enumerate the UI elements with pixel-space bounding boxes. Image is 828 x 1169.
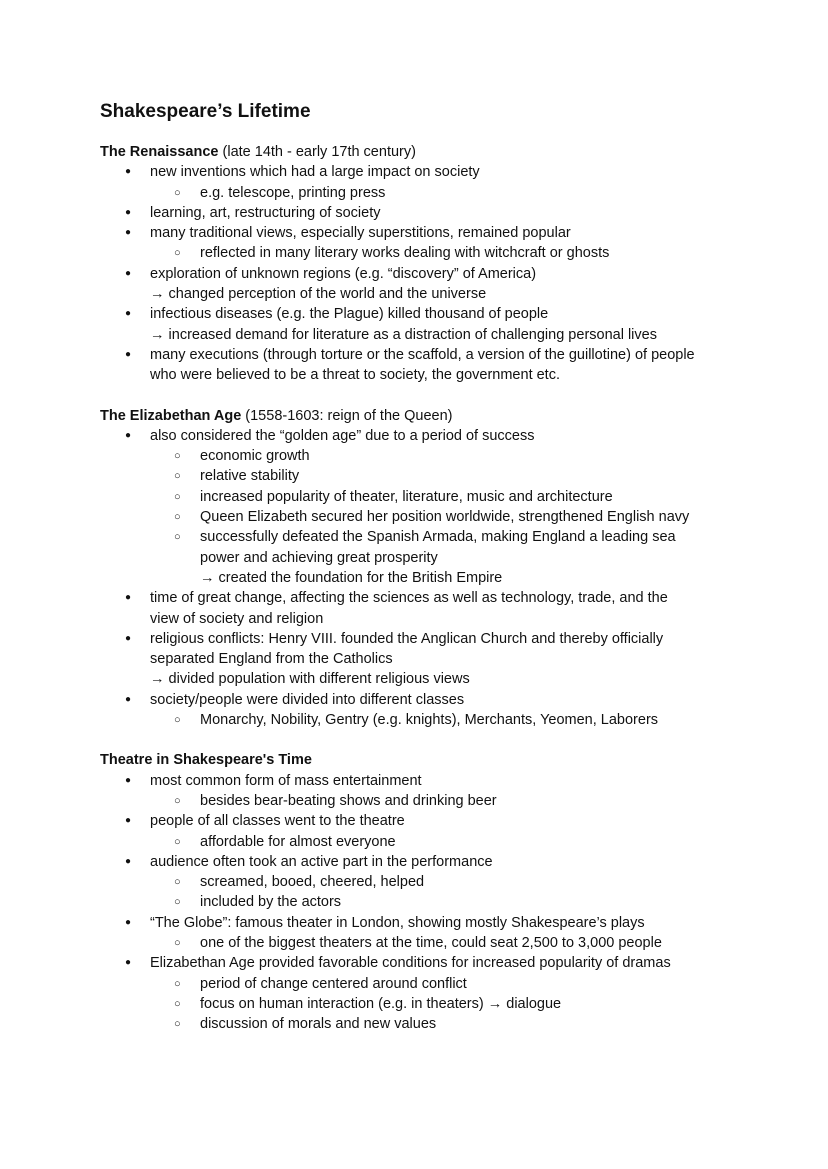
list-item: ● exploration of unknown regions (e.g. “discovery” of America) bbox=[100, 264, 740, 284]
list-item: ● learning, art, restructuring of society bbox=[100, 203, 740, 223]
sub-list-item: ○ successfully defeated the Spanish Armada, making England a leading sea bbox=[100, 527, 740, 547]
section-renaissance bbox=[100, 142, 740, 386]
sub-list-item: ○ focus on human interaction (e.g. in theaters) → dialogue bbox=[100, 994, 740, 1014]
section-heading-bold: Theatre in Shakespeare's Time bbox=[100, 752, 312, 769]
list-item-continuation: → created the foundation for the British Empire bbox=[200, 569, 503, 586]
section-heading-bold: The Elizabethan Age bbox=[100, 407, 242, 424]
list-item-continuation: who were believed to be a threat to society, the government etc. bbox=[150, 367, 560, 384]
list-item: ● infectious diseases (e.g. the Plague) killed thousand of people bbox=[100, 304, 740, 324]
section-heading bbox=[100, 142, 740, 162]
sub-list-item: ○ period of change centered around conflict bbox=[100, 974, 740, 994]
document-page bbox=[100, 99, 740, 1034]
section-elizabethan-age bbox=[100, 406, 740, 731]
sub-list-item: ○ Monarchy, Nobility, Gentry (e.g. knights), Merchants, Yeomen, Laborers bbox=[100, 710, 740, 730]
section-heading-note: (late 14th - early 17th century) bbox=[218, 144, 416, 160]
list-item: ● audience often took an active part in the performance bbox=[100, 852, 740, 872]
section-heading bbox=[100, 406, 740, 426]
bullet-list bbox=[100, 771, 740, 1035]
list-item-continuation: → increased demand for literature as a distraction of challenging personal lives bbox=[150, 326, 657, 343]
sub-list-item: ○ reflected in many literary works dealing with witchcraft or ghosts bbox=[100, 243, 740, 263]
sub-list-item: ○ besides bear-beating shows and drinking beer bbox=[100, 791, 740, 811]
section-heading-note: (1558-1603: reign of the Queen) bbox=[241, 407, 453, 424]
list-item-continuation: → changed perception of the world and the universe bbox=[150, 286, 487, 303]
list-item-continuation: power and achieving great prosperity bbox=[200, 549, 438, 566]
list-item: ● most common form of mass entertainment bbox=[100, 771, 740, 791]
sub-list-item: ○ affordable for almost everyone bbox=[100, 832, 740, 852]
list-item: ● people of all classes went to the theatre bbox=[100, 811, 740, 831]
list-item: ● Elizabethan Age provided favorable conditions for increased popularity of dramas bbox=[100, 953, 740, 973]
list-item-continuation: → divided population with different religious views bbox=[150, 671, 470, 688]
sub-list-item: ○ discussion of morals and new values bbox=[100, 1014, 740, 1034]
page-title: Shakespeare’s Lifetime bbox=[100, 101, 311, 122]
list-item: ● “The Globe”: famous theater in London, showing mostly Shakespeare’s plays bbox=[100, 913, 740, 933]
list-item: ● also considered the “golden age” due to a period of success bbox=[100, 426, 740, 446]
sub-list-item: ○ screamed, booed, cheered, helped bbox=[100, 872, 740, 892]
section-heading bbox=[100, 750, 740, 770]
sub-list-item: ○ included by the actors bbox=[100, 892, 740, 912]
list-item: ● many executions (through torture or the scaffold, a version of the guillotine) of people bbox=[100, 345, 740, 365]
bullet-list bbox=[100, 162, 740, 385]
list-item-continuation: separated England from the Catholics bbox=[150, 651, 393, 668]
section-heading-bold: The Renaissance bbox=[100, 144, 219, 160]
sub-list-item: ○ one of the biggest theaters at the time, could seat 2,500 to 3,000 people bbox=[100, 933, 740, 953]
list-item: ● time of great change, affecting the sciences as well as technology, trade, and the bbox=[100, 588, 740, 608]
list-item-continuation: view of society and religion bbox=[150, 610, 324, 627]
list-item: ● religious conflicts: Henry VIII. founded the Anglican Church and thereby officially bbox=[100, 629, 740, 649]
list-item: ● society/people were divided into different classes bbox=[100, 690, 740, 710]
sub-list-item: ○ increased popularity of theater, literature, music and architecture bbox=[100, 487, 740, 507]
bullet-list bbox=[100, 426, 740, 730]
sub-list-item: ○ Queen Elizabeth secured her position worldwide, strengthened English navy bbox=[100, 507, 740, 527]
sub-list-item: ○ relative stability bbox=[100, 466, 740, 486]
section-theatre bbox=[100, 750, 740, 1034]
sub-list-item: ○ e.g. telescope, printing press bbox=[100, 183, 740, 203]
list-item: ● new inventions which had a large impact on society bbox=[100, 162, 740, 182]
list-item: ● many traditional views, especially superstitions, remained popular bbox=[100, 223, 740, 243]
sub-list-item: ○ economic growth bbox=[100, 446, 740, 466]
